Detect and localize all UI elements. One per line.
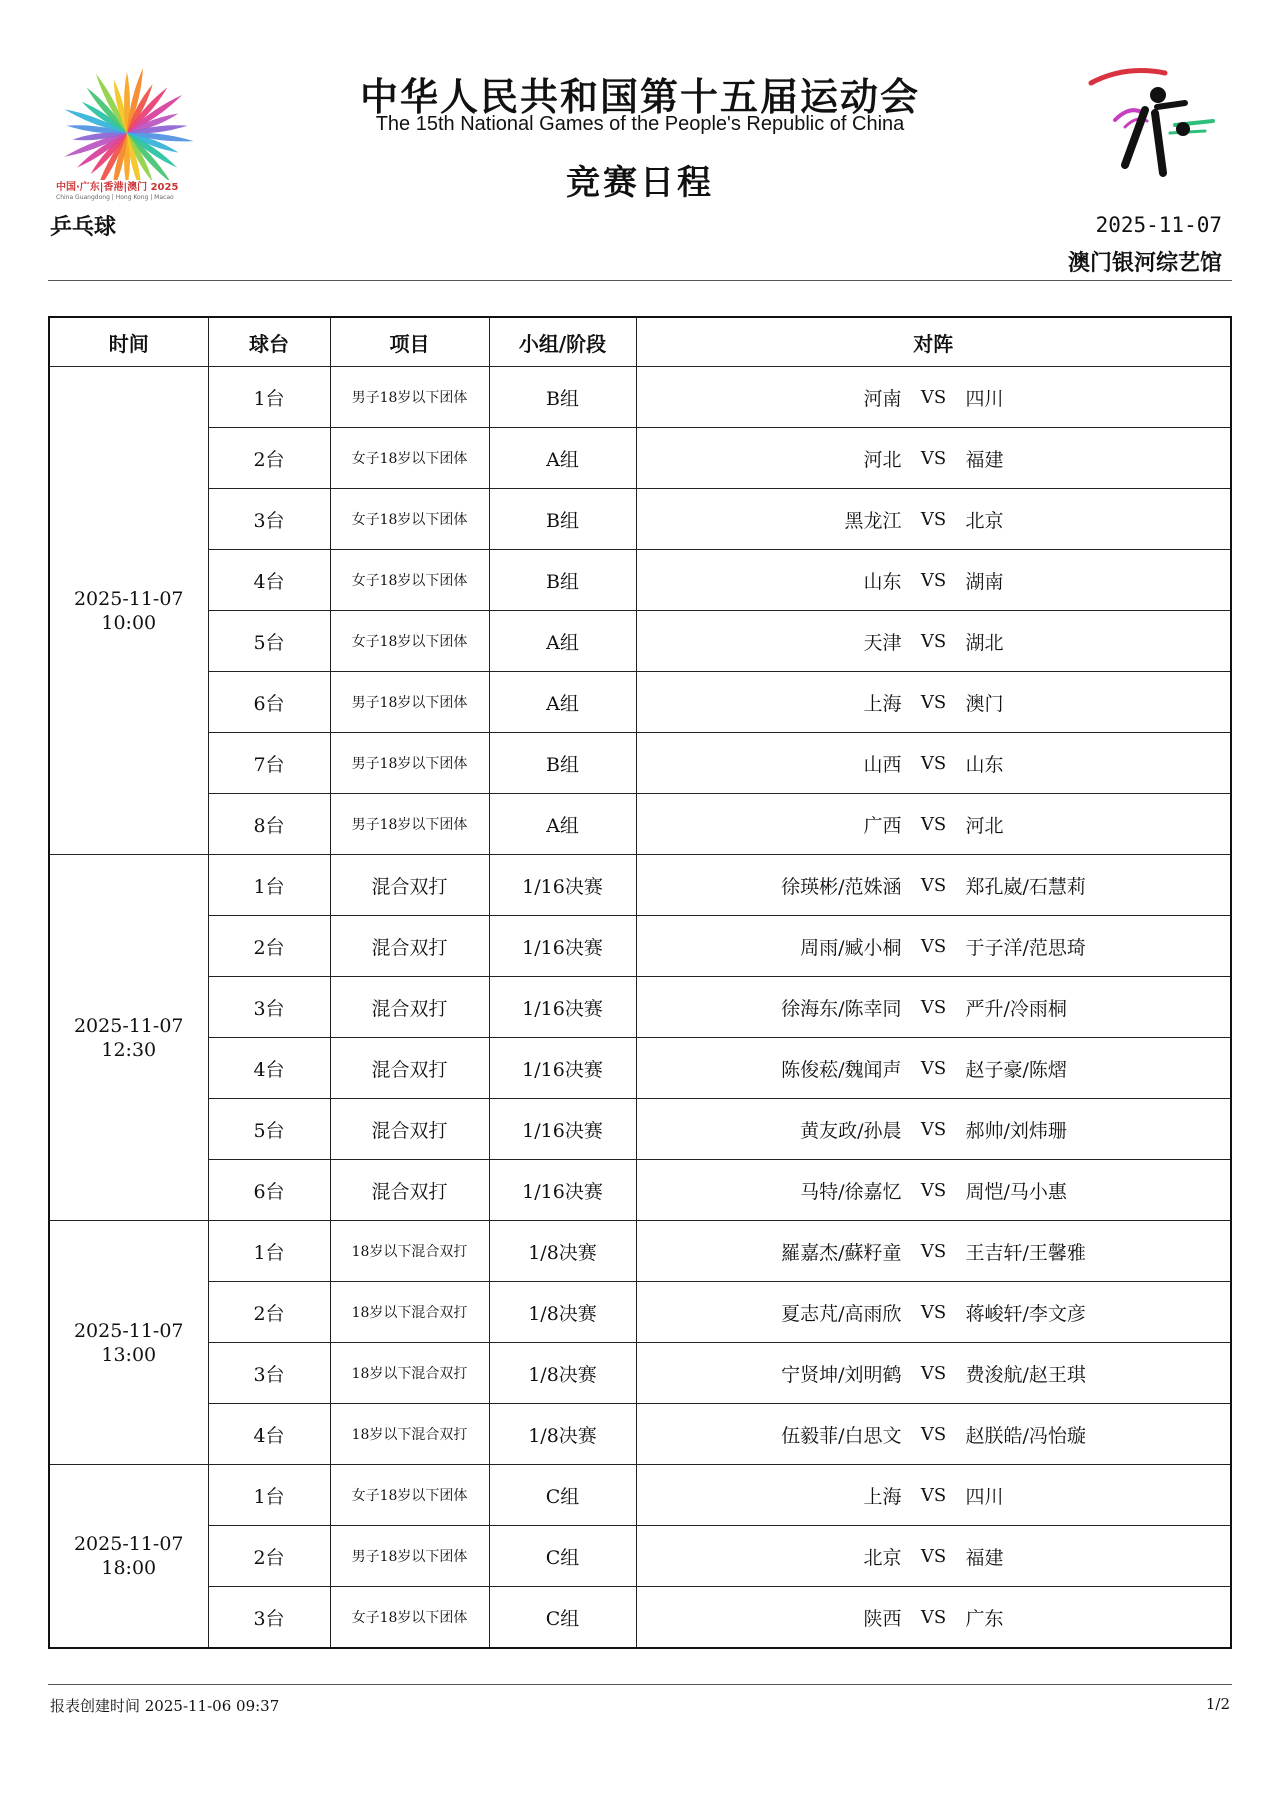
away-team: 福建 (965, 448, 1004, 471)
table-row (49, 855, 1231, 916)
home-team: 周雨/臧小桐 (800, 936, 902, 959)
away-team: 山东 (965, 753, 1004, 776)
session-time (49, 1221, 208, 1465)
matchup (636, 916, 1231, 977)
stage-name: 1/16决赛 (489, 1160, 636, 1221)
table-row (49, 489, 1231, 550)
event-name: 混合双打 (330, 855, 489, 916)
event-name: 18岁以下混合双打 (330, 1343, 489, 1404)
vs-label: VS (920, 1240, 947, 1262)
event-name: 男子18岁以下团体 (330, 672, 489, 733)
vs-label: VS (920, 1301, 947, 1323)
schedule-date: 2025-11-07 (1095, 213, 1222, 237)
page-number: 1/2 (1205, 1695, 1230, 1713)
session-date: 2025-11-07 (73, 1533, 184, 1555)
event-name: 女子18岁以下团体 (330, 1465, 489, 1526)
table-number: 4台 (208, 1404, 330, 1465)
stage-name: A组 (489, 611, 636, 672)
away-team: 王吉轩/王馨雅 (965, 1241, 1086, 1264)
column-header: 项目 (330, 317, 489, 367)
session-time (49, 367, 208, 855)
away-team: 湖北 (965, 631, 1004, 654)
table-row (49, 367, 1231, 428)
vs-label: VS (920, 630, 947, 652)
matchup (636, 611, 1231, 672)
table-number: 2台 (208, 1282, 330, 1343)
table-number: 1台 (208, 1221, 330, 1282)
stage-name: B组 (489, 367, 636, 428)
matchup (636, 1465, 1231, 1526)
table-number: 5台 (208, 1099, 330, 1160)
away-team: 北京 (965, 509, 1004, 532)
venue-name: 澳门银河综艺馆 (1067, 251, 1222, 276)
vs-label: VS (920, 447, 947, 469)
table-number: 6台 (208, 1160, 330, 1221)
schedule-table (48, 316, 1232, 1649)
matchup (636, 794, 1231, 855)
table-row (49, 428, 1231, 489)
home-team: 河北 (863, 448, 902, 471)
vs-label: VS (920, 1545, 947, 1567)
column-header: 时间 (49, 317, 208, 367)
event-name: 混合双打 (330, 977, 489, 1038)
vs-label: VS (920, 752, 947, 774)
table-number: 4台 (208, 550, 330, 611)
stage-name: B组 (489, 489, 636, 550)
vs-label: VS (920, 1362, 947, 1384)
vs-label: VS (920, 996, 947, 1018)
table-number: 1台 (208, 855, 330, 916)
table-number: 3台 (208, 977, 330, 1038)
matchup (636, 428, 1231, 489)
table-row (49, 672, 1231, 733)
event-name: 男子18岁以下团体 (330, 367, 489, 428)
home-team: 宁贤坤/刘明鹤 (781, 1363, 902, 1386)
matchup (636, 1587, 1231, 1649)
away-team: 于子洋/范思琦 (965, 936, 1086, 959)
matchup (636, 1099, 1231, 1160)
table-number: 1台 (208, 1465, 330, 1526)
table-row (49, 611, 1231, 672)
home-team: 夏志芃/高雨欣 (781, 1302, 902, 1325)
matchup (636, 550, 1231, 611)
sport-name: 乒乓球 (50, 215, 117, 240)
away-team: 赵子豪/陈熠 (965, 1058, 1067, 1081)
vs-label: VS (920, 935, 947, 957)
column-header: 球台 (208, 317, 330, 367)
table-row (49, 1587, 1231, 1649)
vs-label: VS (920, 1179, 947, 1201)
away-team: 赵朕皓/冯怡璇 (965, 1424, 1086, 1447)
footer-divider (48, 1684, 1232, 1685)
table-number: 2台 (208, 428, 330, 489)
event-name: 女子18岁以下团体 (330, 550, 489, 611)
home-team: 山西 (863, 753, 902, 776)
matchup (636, 489, 1231, 550)
matchup (636, 1526, 1231, 1587)
stage-name: 1/16决赛 (489, 1038, 636, 1099)
stage-name: A组 (489, 428, 636, 489)
table-row (49, 1038, 1231, 1099)
event-name: 男子18岁以下团体 (330, 733, 489, 794)
report-created-time: 报表创建时间 2025-11-06 09:37 (50, 1697, 280, 1715)
stage-name: A组 (489, 794, 636, 855)
table-row (49, 1343, 1231, 1404)
table-number: 7台 (208, 733, 330, 794)
table-row (49, 1282, 1231, 1343)
vs-label: VS (920, 569, 947, 591)
session-date: 2025-11-07 (73, 1014, 184, 1037)
event-name: 男子18岁以下团体 (330, 794, 489, 855)
table-row (49, 550, 1231, 611)
home-team: 马特/徐嘉忆 (800, 1180, 902, 1203)
home-team: 广西 (863, 814, 902, 837)
event-name: 混合双打 (330, 1099, 489, 1160)
stage-name: C组 (489, 1587, 636, 1649)
away-team: 澳门 (965, 692, 1004, 715)
table-row (49, 1465, 1231, 1526)
session-clock: 10:00 (101, 611, 157, 634)
stage-name: 1/8决赛 (489, 1343, 636, 1404)
matchup (636, 1160, 1231, 1221)
matchup (636, 977, 1231, 1038)
matchup (636, 1221, 1231, 1282)
home-team: 河南 (863, 387, 902, 410)
vs-label: VS (920, 1423, 947, 1445)
matchup (636, 1343, 1231, 1404)
table-number: 5台 (208, 611, 330, 672)
page-subtitle: 竞赛日程 (566, 163, 714, 203)
vs-label: VS (920, 1118, 947, 1140)
home-team: 羅嘉杰/蘇籽童 (781, 1241, 902, 1264)
vs-label: VS (920, 1484, 947, 1506)
session-clock: 12:30 (101, 1038, 157, 1061)
table-number: 6台 (208, 672, 330, 733)
vs-label: VS (920, 874, 947, 896)
home-team: 陕西 (863, 1607, 902, 1630)
table-row (49, 1404, 1231, 1465)
matchup (636, 1282, 1231, 1343)
table-number: 4台 (208, 1038, 330, 1099)
stage-name: C组 (489, 1465, 636, 1526)
away-team: 广东 (965, 1607, 1004, 1630)
session-clock: 18:00 (101, 1557, 157, 1579)
event-name: 女子18岁以下团体 (330, 489, 489, 550)
home-team: 黑龙江 (844, 509, 902, 532)
page-title-en: The 15th National Games of the People's Republic of China (375, 113, 905, 135)
matchup (636, 1038, 1231, 1099)
away-team: 四川 (965, 1485, 1004, 1508)
table-row (49, 794, 1231, 855)
table-number: 3台 (208, 489, 330, 550)
away-team: 郝帅/刘炜珊 (965, 1119, 1067, 1142)
stage-name: C组 (489, 1526, 636, 1587)
home-team: 徐瑛彬/范姝涵 (781, 875, 902, 898)
table-row (49, 733, 1231, 794)
table-row (49, 977, 1231, 1038)
header-divider (48, 280, 1232, 281)
table-number: 8台 (208, 794, 330, 855)
home-team: 上海 (863, 1485, 902, 1508)
event-name: 18岁以下混合双打 (330, 1282, 489, 1343)
column-header: 对阵 (636, 317, 1231, 367)
table-number: 2台 (208, 916, 330, 977)
home-team: 黄友政/孙晨 (800, 1119, 902, 1142)
event-name: 18岁以下混合双打 (330, 1221, 489, 1282)
session-date: 2025-11-07 (73, 587, 184, 610)
home-team: 上海 (863, 692, 902, 715)
stage-name: 1/8决赛 (489, 1282, 636, 1343)
session-clock: 13:00 (101, 1343, 157, 1366)
stage-name: 1/8决赛 (489, 1404, 636, 1465)
event-name: 混合双打 (330, 1160, 489, 1221)
table-row (49, 1221, 1231, 1282)
stage-name: B组 (489, 550, 636, 611)
event-name: 男子18岁以下团体 (330, 1526, 489, 1587)
stage-name: 1/16决赛 (489, 1099, 636, 1160)
column-header: 小组/阶段 (489, 317, 636, 367)
table-tennis-pictogram-icon (1085, 65, 1225, 185)
vs-label: VS (920, 386, 947, 408)
event-name: 女子18岁以下团体 (330, 1587, 489, 1649)
matchup (636, 1404, 1231, 1465)
vs-label: VS (920, 1606, 947, 1628)
event-name: 混合双打 (330, 1038, 489, 1099)
home-team: 天津 (863, 631, 902, 654)
page-title: 中华人民共和国第十五届运动会 (359, 75, 920, 119)
stage-name: 1/16决赛 (489, 916, 636, 977)
table-number: 2台 (208, 1526, 330, 1587)
table-row (49, 1160, 1231, 1221)
away-team: 四川 (965, 387, 1004, 410)
home-team: 徐海东/陈幸同 (781, 997, 902, 1020)
matchup (636, 672, 1231, 733)
session-time (49, 1465, 208, 1649)
away-team: 湖南 (965, 570, 1004, 593)
matchup (636, 855, 1231, 916)
event-name: 18岁以下混合双打 (330, 1404, 489, 1465)
matchup (636, 367, 1231, 428)
vs-label: VS (920, 691, 947, 713)
table-number: 3台 (208, 1587, 330, 1649)
stage-name: 1/16决赛 (489, 855, 636, 916)
stage-name: B组 (489, 733, 636, 794)
away-team: 福建 (965, 1546, 1004, 1569)
home-team: 伍毅菲/白思文 (781, 1424, 902, 1447)
away-team: 蒋峻轩/李文彦 (965, 1302, 1086, 1325)
logo-caption-cn: 中国·广东|香港|澳门 2025 (56, 182, 179, 193)
table-header-row (49, 317, 1231, 367)
vs-label: VS (920, 1057, 947, 1079)
away-team: 郑孔崴/石慧莉 (965, 875, 1086, 898)
home-team: 陈俊菘/魏闻声 (781, 1058, 902, 1081)
vs-label: VS (920, 508, 947, 530)
stage-name: 1/8决赛 (489, 1221, 636, 1282)
table-row (49, 1526, 1231, 1587)
home-team: 北京 (863, 1546, 902, 1569)
stage-name: A组 (489, 672, 636, 733)
table-row (49, 1099, 1231, 1160)
table-row (49, 916, 1231, 977)
away-team: 费浚航/赵王琪 (965, 1363, 1086, 1386)
table-number: 1台 (208, 367, 330, 428)
session-date: 2025-11-07 (73, 1319, 184, 1342)
away-team: 严升/冷雨桐 (965, 997, 1067, 1020)
stage-name: 1/16决赛 (489, 977, 636, 1038)
table-number: 3台 (208, 1343, 330, 1404)
away-team: 河北 (965, 814, 1004, 837)
vs-label: VS (920, 813, 947, 835)
session-time (49, 855, 208, 1221)
event-name: 混合双打 (330, 916, 489, 977)
event-name: 女子18岁以下团体 (330, 611, 489, 672)
logo-caption-en: China Guangdong | Hong Kong | Macao (56, 194, 174, 201)
away-team: 周恺/马小惠 (965, 1180, 1067, 1203)
home-team: 山东 (863, 570, 902, 593)
event-name: 女子18岁以下团体 (330, 428, 489, 489)
matchup (636, 733, 1231, 794)
